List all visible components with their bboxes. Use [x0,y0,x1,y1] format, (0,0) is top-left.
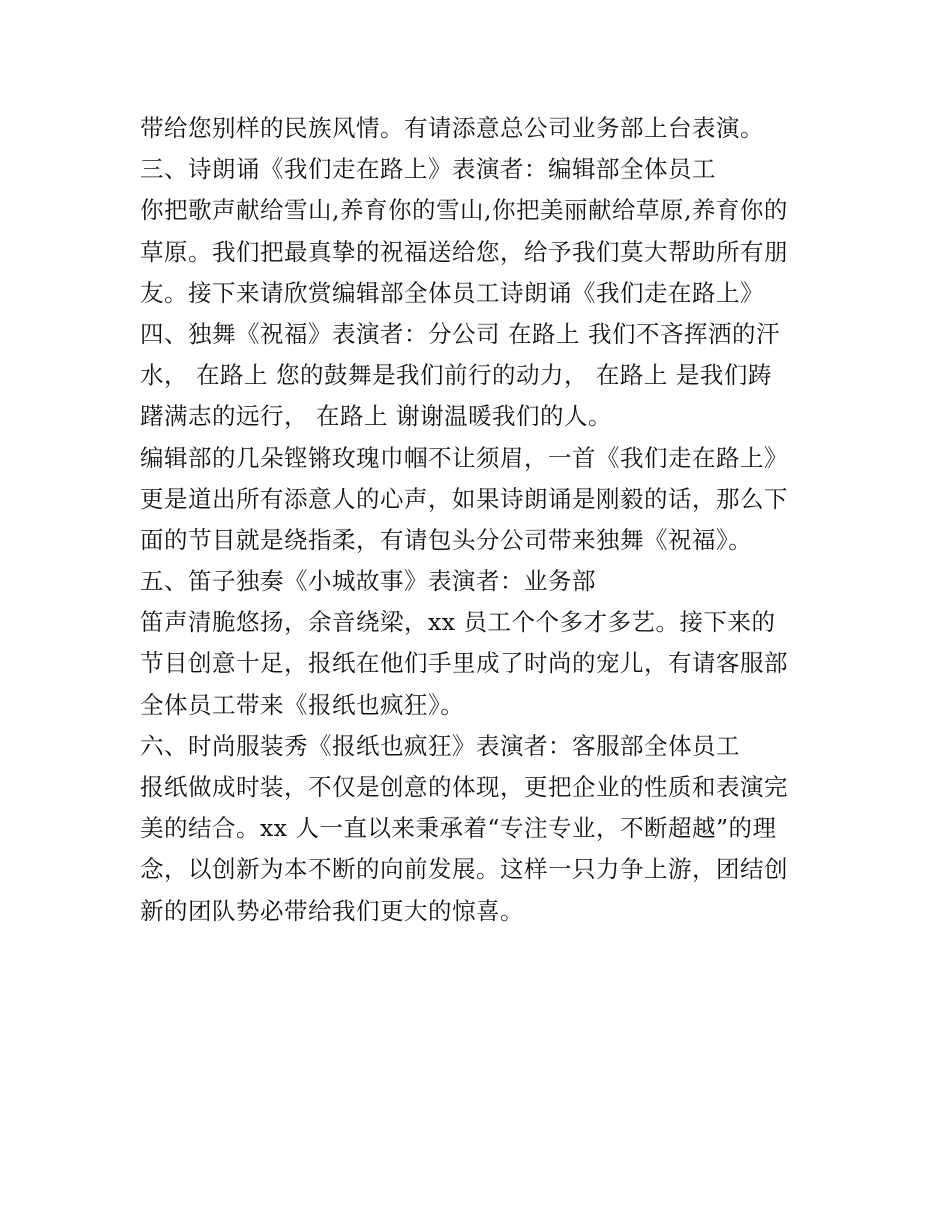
text-line: 笛声清脆悠扬，余音绕梁，xx 员工个个多才多艺。接下来的 [140,608,776,637]
section-heading: 五、笛子独奏《小城故事》表演者：业务部 [140,567,596,596]
text-line: 你把歌声献给雪山,养育你的雪山,你把美丽献给草原,养育你的 [140,196,788,225]
text-line: 报纸做成时装，不仅是创意的体现，更把企业的性质和表演完 [140,773,788,801]
section-heading: 三、诗朗诵《我们走在路上》表演者：编辑部全体员工 [140,155,716,184]
section-heading: 六、时尚服装秀《报纸也疯狂》表演者：客服部全体员工 [140,731,740,760]
text-line: 全体员工带来《报纸也疯狂》。 [140,690,465,719]
text-line: 草原。我们把最真挚的祝福送给您，给予我们莫大帮助所有朋 [140,237,788,266]
section-heading: 四、独舞《祝福》表演者：分公司 在路上 我们不吝挥洒的汗 [140,319,780,348]
document-body [140,108,820,932]
text-line: 美的结合。xx 人一直以来秉承着“专注专业，不断超越”的理 [140,814,777,843]
text-line: 躇满志的远行， 在路上 谢谢温暖我们的人。 [140,402,612,431]
text-line: 编辑部的几朵铿锵玫瑰巾帼不让须眉，一首《我们走在路上》 [140,443,788,472]
text-line: 念，以创新为本不断的向前发展。这样一只力争上游，团结创 [140,855,788,884]
text-line: 面的节目就是绕指柔，有请包头分公司带来独舞《祝福》。 [140,525,753,554]
text-line: 更是道出所有添意人的心声，如果诗朗诵是刚毅的话，那么下 [140,484,788,513]
text-line: 节目创意十足，报纸在他们手里成了时尚的宠儿，有请客服部 [140,649,788,678]
text-line: 友。接下来请欣赏编辑部全体员工诗朗诵《我们走在路上》 [140,278,764,307]
text-line: 带给您别样的民族风情。有请添意总公司业务部上台表演。 [140,114,764,142]
text-line: 水， 在路上 您的鼓舞是我们前行的动力， 在路上 是我们踌 [140,361,772,390]
text-line: 新的团队势必带给我们更大的惊喜。 [140,896,524,925]
